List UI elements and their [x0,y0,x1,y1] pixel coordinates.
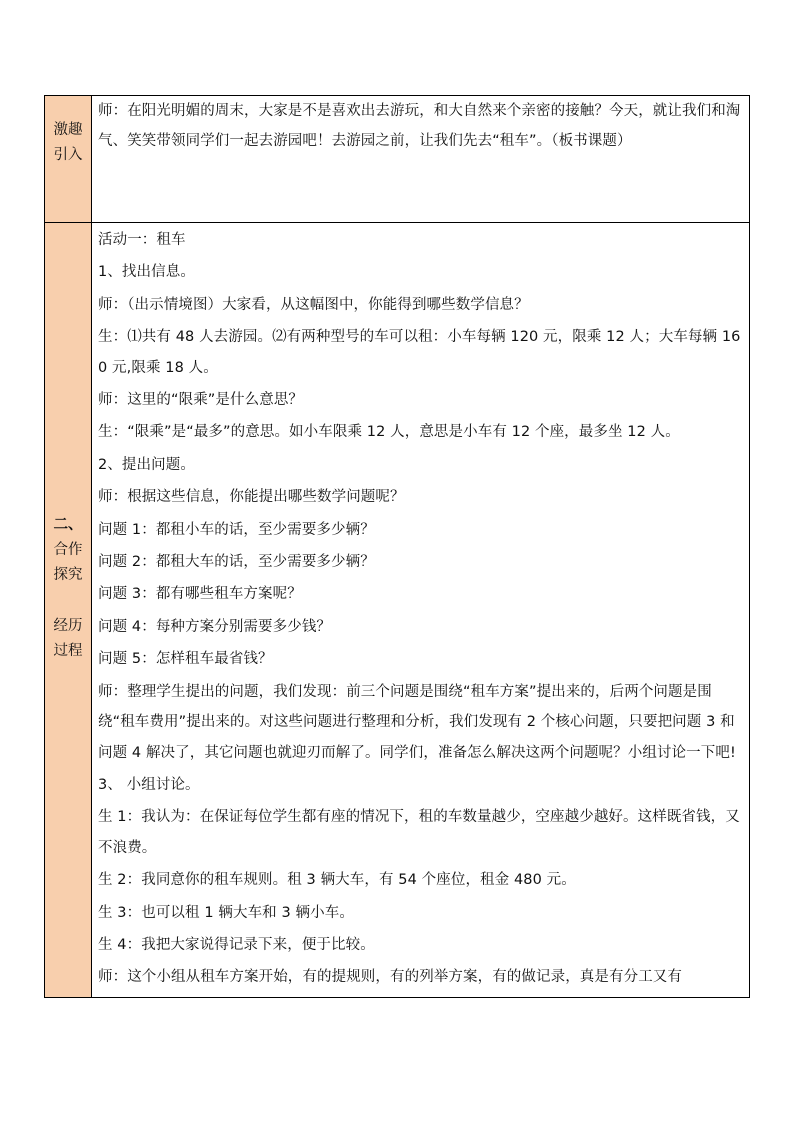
paragraph: 师：整理学生提出的问题，我们发现：前三个问题是围绕“租车方案”提出来的，后两个问题是围绕“租车费用”提出来的。对这些问题进行整理和分析，我们发现有 2 个核心问题，只要把问题 3 和问题 4 解决了，其它问题也就迎刃而解了。同学们，准备怎么解决这两个问题呢？小组讨论一下吧! [98,683,736,761]
section-label-line: 探究 [53,567,83,583]
step-heading: 3、 小组讨论。 [98,776,200,793]
section-row-intro [45,96,750,223]
section-label-line: 激趣 [53,122,83,138]
lesson-plan-table [44,95,750,998]
section-label-line: 经历 [53,618,83,634]
section-label-line: 过程 [53,643,83,659]
paragraph: 师：这个小组从租车方案开始，有的提规则，有的列举方案，有的做记录，真是有分工又有 [98,969,682,986]
question-item: 问题 4：每种方案分别需要多少钱？ [98,618,332,635]
question-item: 问题 3：都有哪些租车方案呢？ [98,586,302,603]
section-label-cell [45,96,92,223]
section-label-line: 合作 [53,542,83,558]
question-item: 问题 2：都租大车的话，至少需要多少辆？ [98,554,375,571]
section-label-line: 引入 [53,147,83,163]
paragraph: 生：“限乘”是“最多”的意思。如小车限乘 12 人，意思是小车有 12 个座，最多坐 12 人。 [98,424,680,441]
step-heading: 2、提出问题。 [98,456,195,473]
paragraph: 生：⑴共有 48 人去游园。⑵有两种型号的车可以租：小车每辆 120 元，限乘 12 人；大车每辆 160 元,限乘 18 人。 [98,329,741,376]
section-label-line: 二、 [53,517,83,533]
paragraph: 生 4：我把大家说得记录下来，便于比较。 [98,936,375,953]
paragraph: 生 3：也可以租 1 辆大车和 3 辆小车。 [98,904,354,921]
paragraph: 师：根据这些信息，你能提出哪些数学问题呢？ [98,489,405,506]
paragraph: 生 2：我同意你的租车规则。租 3 辆大车，有 54 个座位，租金 480 元。 [98,872,576,889]
question-item: 问题 1：都租小车的话，至少需要多少辆？ [98,521,375,538]
paragraph: 师：这里的“限乘”是什么意思？ [98,392,304,409]
section-label-cell [45,223,92,998]
question-item: 问题 5：怎样租车最省钱？ [98,651,273,668]
section-content-cell [92,223,750,998]
step-heading: 1、找出信息。 [98,264,195,281]
section-row-explore [45,223,750,998]
paragraph: 师：（出示情境图）大家看，从这幅图中，你能得到哪些数学信息？ [98,296,529,313]
paragraph: 师：在阳光明媚的周末，大家是不是喜欢出去游玩，和大自然来个亲密的接触？今天，就让我们和淘气、笑笑带领同学们一起去游园吧！去游园之前，让我们先去“租车”。（板书课题） [98,103,741,150]
section-content-cell [92,96,750,223]
activity-heading: 活动一：租车 [98,232,186,248]
paragraph: 生 1：我认为：在保证每位学生都有座的情况下，租的车数量越少，空座越少越好。这样既省钱，又不浪费。 [98,809,740,856]
